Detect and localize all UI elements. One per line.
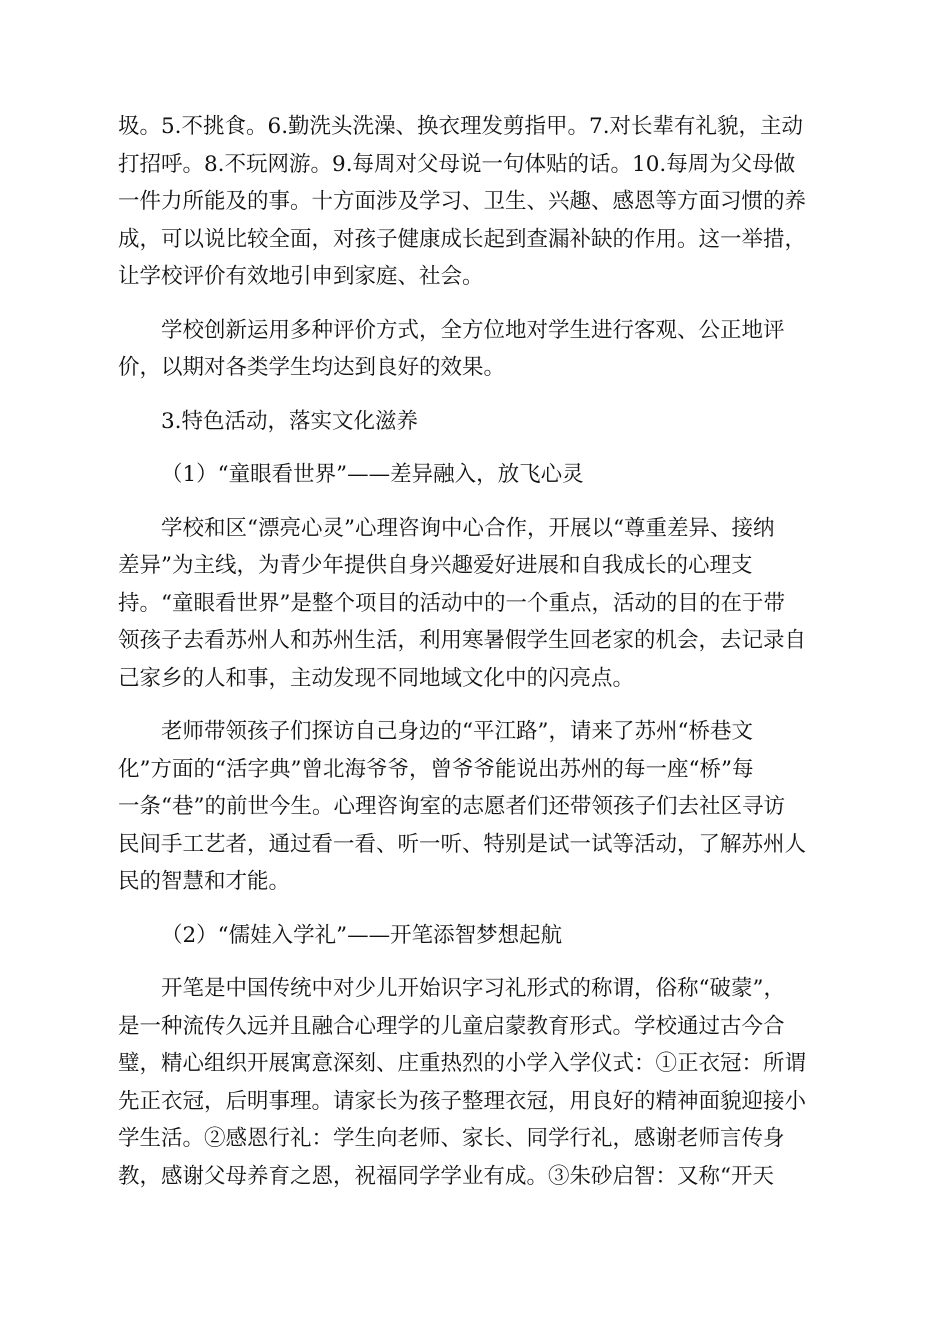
paragraph-psychology-center (118, 510, 834, 698)
text-line: 开笔是中国传统中对少儿开始识字习礼形式的称谓，俗称“破蒙”， (161, 976, 785, 1001)
text-line: 教，感谢父母养育之恩，祝福同学学业有成。③朱砂启智：又称“开天 (118, 1163, 774, 1189)
text-line: 民间手工艺者，通过看一看、听一听、特别是试一试等活动，了解苏州人 (118, 831, 807, 857)
text-line: 持。“童眼看世界”是整个项目的活动中的一个重点，活动的目的在于带 (118, 590, 785, 616)
text-line: 先正衣冠，后明事理。请家长为孩子整理衣冠，用良好的精神面貌迎接小 (118, 1088, 807, 1114)
text-line: 璧，精心组织开展寓意深刻、庄重热烈的小学入学仪式：①正衣冠：所谓 (118, 1051, 807, 1076)
text-line: 成，可以说比较全面，对孩子健康成长起到查漏补缺的作用。这一举措， (118, 226, 807, 252)
paragraph-enrollment-ceremony (118, 970, 834, 1195)
text-line: 领孩子去看苏州人和苏州生活，利用寒暑假学生回老家的机会，去记录自 (118, 628, 807, 653)
text-line: 让学校评价有效地引申到家庭、社会。 (118, 264, 484, 289)
text-line: 是一种流传久远并且融合心理学的儿童启蒙教育形式。学校通过古今合 (118, 1013, 785, 1039)
text-line: 一件力所能及的事。十方面涉及学习、卫生、兴趣、感恩等方面习惯的养 (118, 189, 807, 214)
text-line: 差异”为主线，为青少年提供自身兴趣爱好进展和自我成长的心理支 (118, 553, 753, 578)
paragraph-pingjiang-road (118, 713, 834, 901)
text-line: 价，以期对各类学生均达到良好的效果。 (118, 355, 506, 380)
text-line: 圾。5.不挑食。6.勤洗头洗澡、换衣理发剪指甲。7.对长辈有礼貌，主动 (118, 114, 804, 139)
text-line: 老师带领孩子们探访自己身边的“平江路”，请来了苏州“桥巷文 (161, 719, 753, 744)
section-heading-3: 3.特色活动，落实文化滋养 (161, 408, 419, 434)
text-line: 民的智慧和才能。 (118, 869, 291, 894)
text-line: 化”方面的“活字典”曾北海爷爷，曾爷爷能说出苏州的每一座“桥”每 (118, 756, 754, 782)
text-line: 己家乡的人和事，主动发现不同地域文化中的闪亮点。 (118, 665, 635, 691)
text-line: 一条“巷”的前世今生。心理咨询室的志愿者们还带领孩子们去社区寻访 (118, 794, 785, 819)
text-line: 学校和区“漂亮心灵”心理咨询中心合作，开展以“尊重差异、接纳 (161, 515, 775, 541)
text-line: 学校创新运用多种评价方式，全方位地对学生进行客观、公正地评 (161, 317, 785, 343)
subheading-2: （2）“儒娃入学礼”——开笔添智梦想起航 (161, 922, 563, 948)
text-line: 打招呼。8.不玩网游。9.每周对父母说一句体贴的话。10.每周为父母做 (118, 151, 796, 177)
subheading-1: （1）“童眼看世界”——差异融入，放飞心灵 (161, 462, 584, 487)
paragraph-habits-continued (118, 108, 834, 296)
paragraph-evaluation (118, 312, 834, 387)
document-page (118, 108, 834, 1195)
text-line: 学生活。②感恩行礼：学生向老师、家长、同学行礼，感谢老师言传身 (118, 1126, 785, 1151)
